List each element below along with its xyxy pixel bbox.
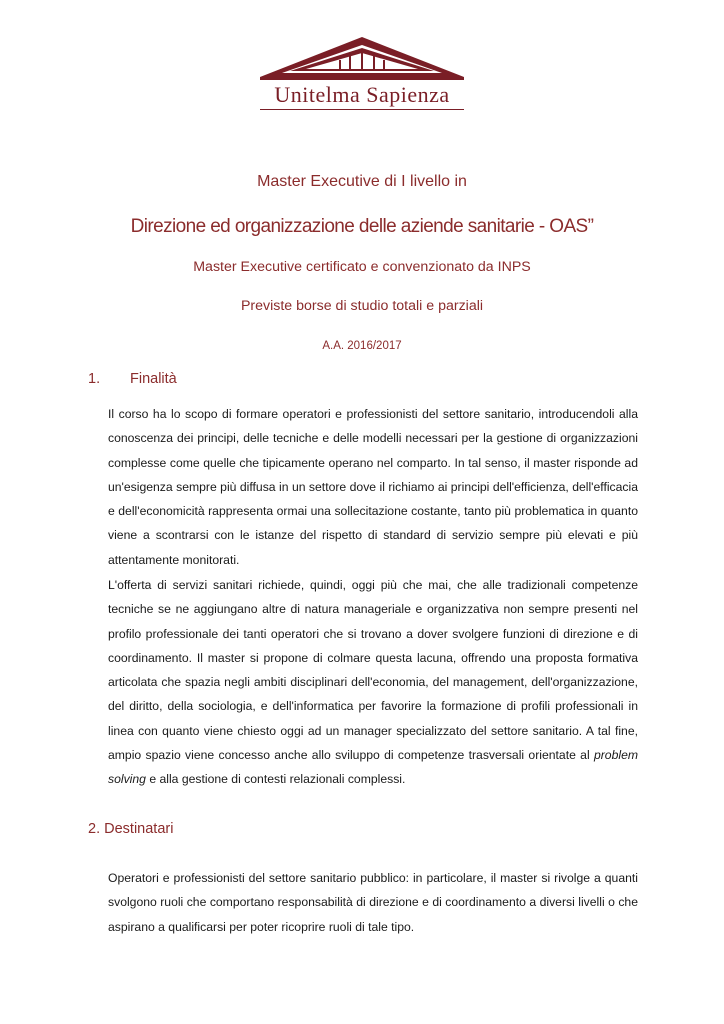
section-heading-finalita (88, 371, 177, 387)
course-title: Direzione ed organizzazione delle aziende sanitarie - OAS” (130, 216, 594, 237)
section-number: 1. (88, 371, 101, 387)
logo-name-part1: Unitelma (274, 82, 361, 107)
section-title: Finalità (130, 371, 177, 387)
logo-underline (260, 109, 464, 110)
paragraph-text: L'offerta di servizi sanitari richiede, quindi, oggi più che mai, che alle tradizionali competenze tecniche se ne aggiungano altre di natura manageriale e organizzativa non sempre presenti nel profilo professionale dei tanti operatori che si trovano a dover svolgere funzioni di direzione e di coordinamento. Il master si propone di colmare questa lacuna, offrendo una proposta formativa articolata che spazia negli ambiti disciplinari dell'economia, del management, dell'organizzazione, del diritto, della sociologia, e dell'informatica per favorire la formazione di profili professionali in linea con quanto viene chiesto oggi ad un manager specializzato del settore sanitario. A tal fine, ampio spazio viene concesso anche allo sviluppo di competenze trasversali orientate al (108, 578, 638, 763)
emphasis-text: problem solving (108, 748, 638, 787)
certification-note: Master Executive certificato e convenzionato da INPS (193, 259, 531, 275)
paragraph-finalita-1: Il corso ha lo scopo di formare operatori e professionisti del settore sanitario, introducendoli alla conoscenza dei principi, delle tecniche e delle modelli necessari per la gestione di organizzazioni complesse come quelle che tipicamente operano nel comparto. In tal senso, il master risponde ad un'esigenza sempre più diffusa in un settore dove il richiamo ai principi dell'efficienza, dell'efficacia e dell'economicità rappresenta ormai una sollecitazione costante, tanto più problematica in quanto viene a scontrarsi con le istanze del rispetto di standard di servizio sempre più elevati e più attentamente monitorati. (108, 407, 638, 567)
logo-wordmark (258, 82, 466, 108)
paragraph-finalita-2 (108, 573, 638, 792)
section-heading-destinatari (88, 821, 173, 837)
roof-pediment-icon (258, 34, 466, 84)
scholarship-note: Previste borse di studio totali e parziali (240, 298, 484, 314)
course-subtitle: Master Executive di I livello in (257, 173, 467, 190)
university-logo (258, 34, 466, 112)
paragraph-text: e alla gestione di contesti relazionali complessi. (145, 772, 406, 787)
paragraph-destinatari: Operatori e professionisti del settore sanitario pubblico: in particolare, il master si rivolge a quanti svolgono ruoli che comportano responsabilità di direzione e di coordinamento a diversi livelli o che aspirano a qualificarsi per poter ricoprire ruoli di tale tipo. (108, 871, 638, 934)
logo-name-part2: Sapienza (366, 82, 450, 107)
section-number: 2. (88, 821, 101, 837)
section-title: Destinatari (104, 821, 174, 837)
academic-year: A.A. 2016/2017 (322, 340, 402, 352)
